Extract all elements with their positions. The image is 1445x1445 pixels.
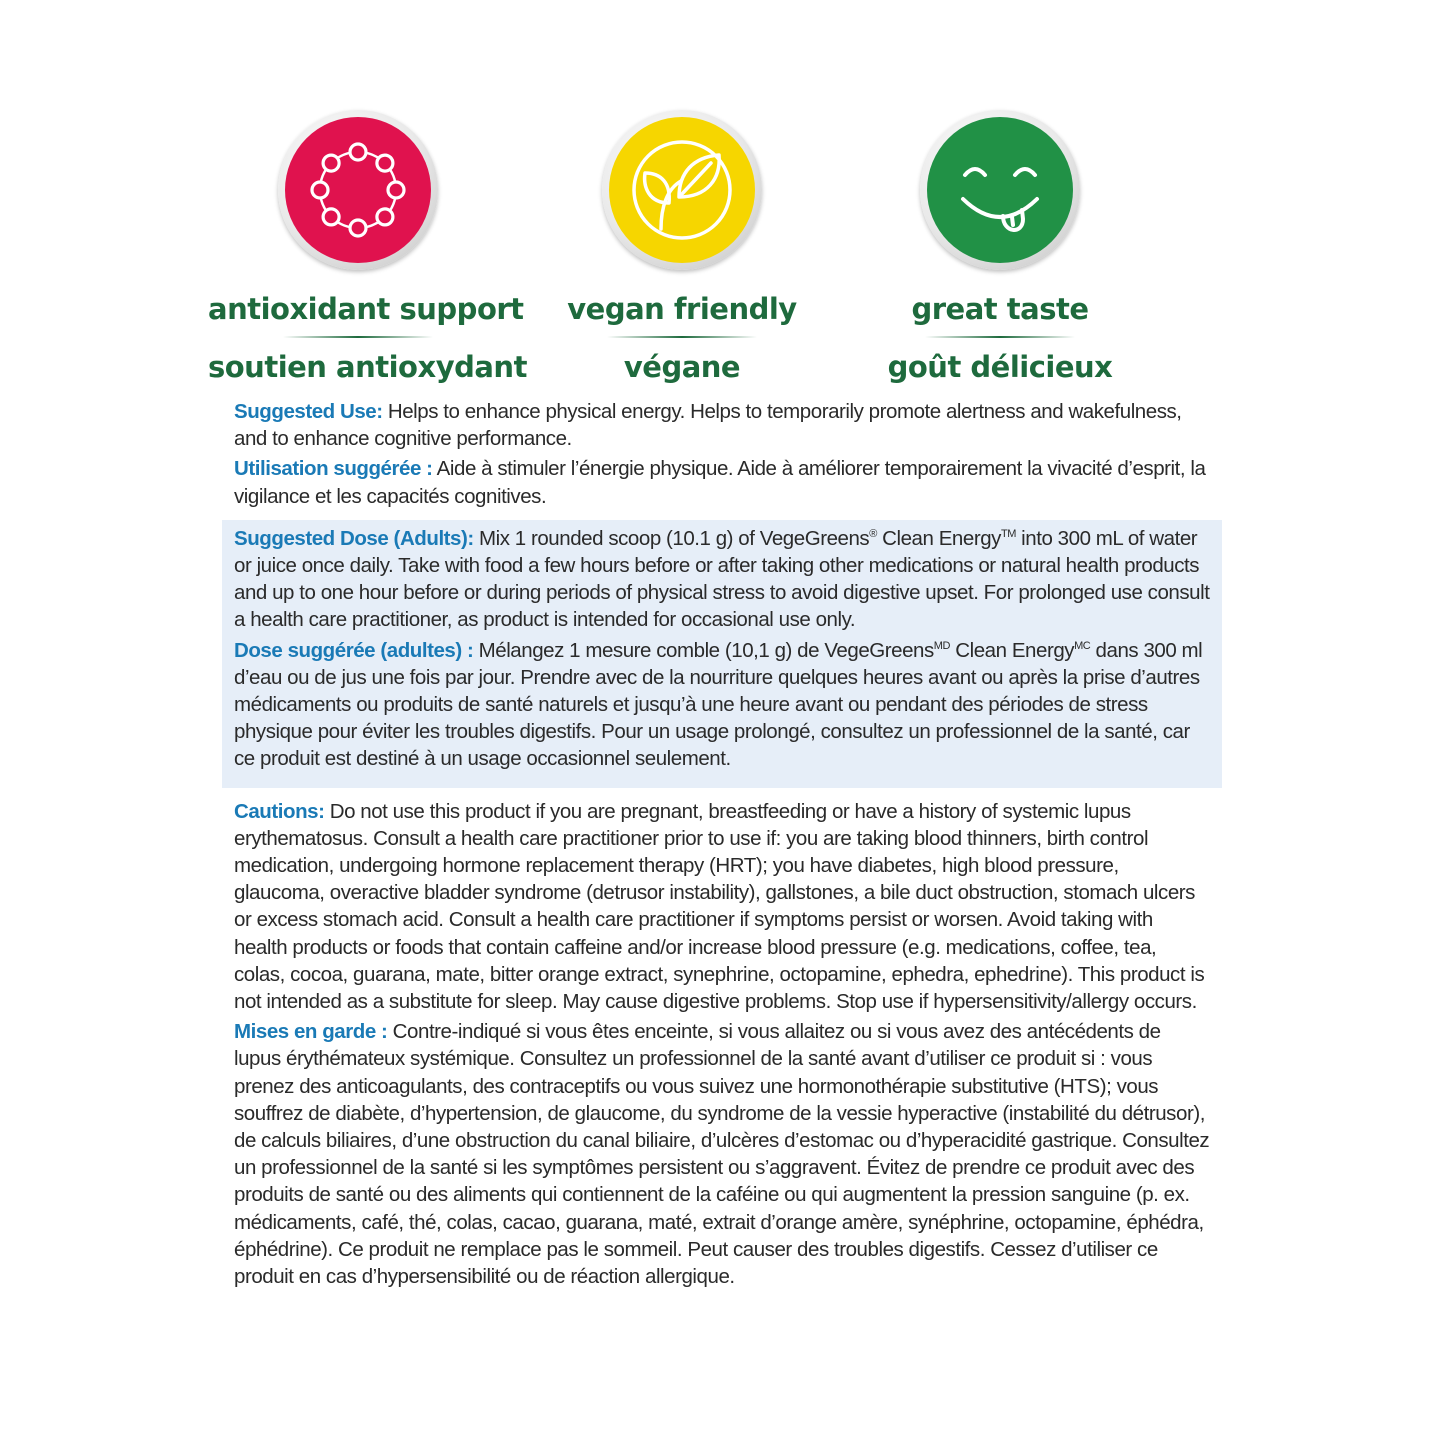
- mises-en-garde-heading: Mises en garde :: [234, 1020, 388, 1044]
- product-name-fr: Clean Energy: [950, 638, 1075, 662]
- suggested-use-heading: Suggested Use:: [234, 400, 383, 423]
- suggested-dose-text: Mix 1 rounded scoop (10.1 g) of VegeGreens: [473, 526, 870, 550]
- label-text: [222, 398, 1222, 1293]
- dose-suggeree-text-rest: dans 300 ml d’eau ou de jus une fois par jour. Prendre avec de la nourriture quelques heures avant ou après la prise d’autres médicaments ou produits de santé naturels et jusqu’à une heure avant ou pendant des périodes de stress physique pour éviter les troubles digestifs. Pour un usage prolongé, consultez un professionnel de la santé, car ce produit est destiné à un usage occasionnel seulement.: [234, 638, 1203, 771]
- suggested-dose-en: [234, 525, 1210, 634]
- suggested-use-en: [234, 398, 1210, 452]
- suggested-use-text: Helps to enhance physical energy. Helps to temporarily promote alertness and wakefulness, and to enhance cognitive performance.: [234, 400, 1182, 451]
- badge-taste: [850, 110, 1150, 384]
- suggested-dose-heading: Suggested Dose (Adults):: [234, 526, 474, 550]
- trademark-mark-fr: MC: [1074, 639, 1091, 652]
- dose-suggeree-text: Mélangez 1 mesure comble (10,1 g) de VegeGreens: [473, 638, 934, 662]
- badge-vegan: [532, 110, 832, 384]
- badge-label-en: antioxidant support: [208, 292, 524, 326]
- suggested-use-section: [222, 398, 1222, 510]
- mises-en-garde-text: Contre-indiqué si vous êtes enceinte, si vous allaitez ou si vous avez des antécédents de lupus érythémateux systémique. Consultez un professionnel de la santé avant d’utiliser ce produit si : vous prenez des anticoagulants, des contraceptifs ou vous suivez une hormonothérapie substitutive (HTS); vous souffrez de diabète, d’hypertension, de glaucome, du syndrome de la vessie hyperactive (instabilité du détrusor), de calculs biliaires, d’une obstruction du canal biliaire, d’ulcères d’estomac ou d’hyperacidité gastrique. Consultez un professionnel de la santé si les symptômes persistent ou s’aggravent. Évitez de prendre ce produit avec des produits de santé ou des aliments qui contiennent de la caféine ou qui augmentent la pression sanguine (p. ex. médicaments, café, thé, colas, cacao, guarana, maté, extrait d’orange amère, synéphrine, octopamine, éphédra, éphédrine). Ce produit ne remplace pas le sommeil. Peut causer des troubles digestifs. Cessez d’utiliser ce produit en cas d’hypersensibilité ou de réaction allergique.: [234, 1020, 1210, 1289]
- badge-label-en: vegan friendly: [567, 292, 797, 326]
- benefit-badges: [0, 110, 1445, 400]
- utilisation-suggeree-text: Aide à stimuler l’énergie physique. Aide à améliorer temporairement la vivacité d’esprit, la vigilance et les capacités cognitives.: [234, 457, 1206, 508]
- utilisation-suggeree-heading: Utilisation suggérée :: [234, 457, 433, 481]
- suggested-dose-section: [222, 520, 1222, 788]
- trademark-mark: TM: [1000, 527, 1016, 540]
- smiley-tongue-icon: [927, 117, 1073, 263]
- cautions-en: [234, 798, 1210, 1016]
- badge-divider: [283, 336, 433, 338]
- badge-label-fr: soutien antioxydant: [208, 350, 527, 384]
- product-name: Clean Energy: [876, 526, 1001, 550]
- badge-ring: [920, 110, 1080, 270]
- suggested-dose-fr: [234, 637, 1210, 773]
- cautions-heading: Cautions:: [234, 799, 325, 823]
- leaf-icon: [609, 117, 755, 263]
- cautions-fr: [234, 1018, 1210, 1290]
- badge-antioxidant: [208, 110, 527, 384]
- cautions-section: [222, 798, 1222, 1291]
- suggested-use-fr: [234, 455, 1210, 509]
- suggested-dose-text-rest: into 300 mL of water or juice once daily. Take with food a few hours before or after taking other medications or natural health products and up to one hour before or during periods of physical stress to avoid digestive upset. For prolonged use consult a health care practitioner, as product is intended for occasional use only.: [234, 526, 1210, 632]
- dose-suggeree-heading: Dose suggérée (adultes) :: [234, 638, 474, 662]
- badge-label-fr: goût délicieux: [887, 350, 1113, 384]
- badge-label-en: great taste: [911, 292, 1089, 326]
- cautions-text: Do not use this product if you are pregnant, breastfeeding or have a history of systemic lupus erythematosus. Consult a health care practitioner prior to use if: you are taking blood thinners, birth control medication, undergoing hormone replacement therapy (HRT); you have diabetes, high blood pressure, glaucoma, overactive bladder syndrome (detrusor instability), gallstones, a bile duct obstruction, stomach ulcers or excess stomach acid. Consult a health care practitioner if symptoms persist or worsen. Avoid taking with health products or foods that contain caffeine and/or increase blood pressure (e.g. medications, coffee, tea, colas, cocoa, guarana, mate, bitter orange extract, synephrine, octopamine, ephedra, ephedrine). This product is not intended as a substitute for sleep. May cause digestive problems. Stop use if hypersensitivity/allergy occurs.: [234, 799, 1205, 1014]
- registered-mark: ®: [869, 527, 877, 540]
- badge-ring: [278, 110, 438, 270]
- registered-mark-fr: MD: [933, 639, 951, 652]
- molecule-ring-icon: [285, 117, 431, 263]
- badge-divider: [607, 336, 757, 338]
- badge-ring: [602, 110, 762, 270]
- badge-divider: [925, 336, 1075, 338]
- badge-label-fr: végane: [623, 350, 741, 384]
